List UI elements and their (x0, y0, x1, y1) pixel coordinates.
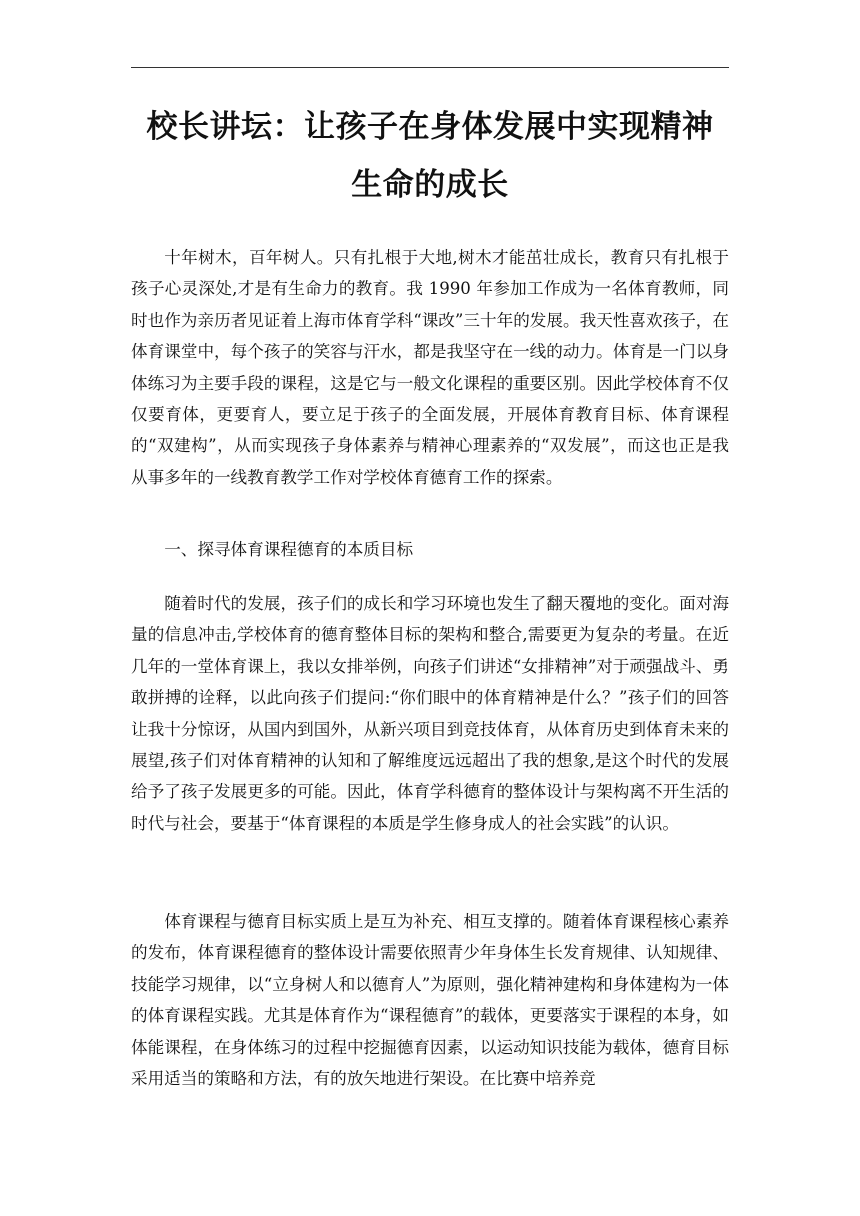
article-title: 校长讲坛：让孩子在身体发展中实现精神生命的成长 (146, 109, 714, 203)
section-heading: 一、探寻体育课程德育的本质目标 (164, 540, 414, 559)
intro-paragraph: 十年树木，百年树人。只有扎根于大地,树木才能茁壮成长，教育只有扎根于孩子心灵深处,才是有生命力的教育。我 1990 年参加工作成为一名体育教师，同时也作为亲历者见证着上海市体育学科“课改”三十年的发展。我天性喜欢孩子，在体育课堂中，每个孩子的笑容与汗水，都是我坚守在一线的动力。体育是一门以身体练习为主要手段的课程，这是它与一般文化课程的重要区别。因此学校体育不仅仅要育体，更要育人，要立足于孩子的全面发展，开展体育教育目标、体育课程的“双建构”，从而实现孩子身体素养与精神心理素养的“双发展”，而这也正是我从事多年的一线教育教学工作对学校体育德育工作的探索。 (131, 248, 729, 487)
header-rule (131, 67, 729, 68)
body-paragraph: 随着时代的发展，孩子们的成长和学习环境也发生了翻天覆地的变化。面对海量的信息冲击,学校体育的德育整体目标的架构和整合,需要更为复杂的考量。在近几年的一堂体育课上，我以女排举例，向孩子们讲述“女排精神”对于顽强战斗、勇敢拼搏的诠释，以此向孩子们提问:“你们眼中的体育精神是什么？”孩子们的回答让我十分惊讶，从国内到国外，从新兴项目到竞技体育，从体育历史到体育未来的展望,孩子们对体育精神的认知和了解维度远远超出了我的想象,是这个时代的发展给予了孩子发展更多的可能。因此，体育学科德育的整体设计与架构离不开生活的时代与社会，要基于“体育课程的本质是学生修身成人的社会实践”的认识。 (131, 594, 729, 833)
body-paragraph: 体育课程与德育目标实质上是互为补充、相互支撑的。随着体育课程核心素养的发布，体育课程德育的整体设计需要依照青少年身体生长发育规律、认知规律、技能学习规律，以“立身树人和以德育人”为原则，强化精神建构和身体建构为一体的体育课程实践。尤其是体育作为“课程德育”的载体，更要落实于课程的本身，如体能课程，在身体练习的过程中挖掘德育因素，以运动知识技能为载体，德育目标采用适当的策略和方法，有的放矢地进行架设。在比赛中培养竞 (131, 912, 729, 1089)
